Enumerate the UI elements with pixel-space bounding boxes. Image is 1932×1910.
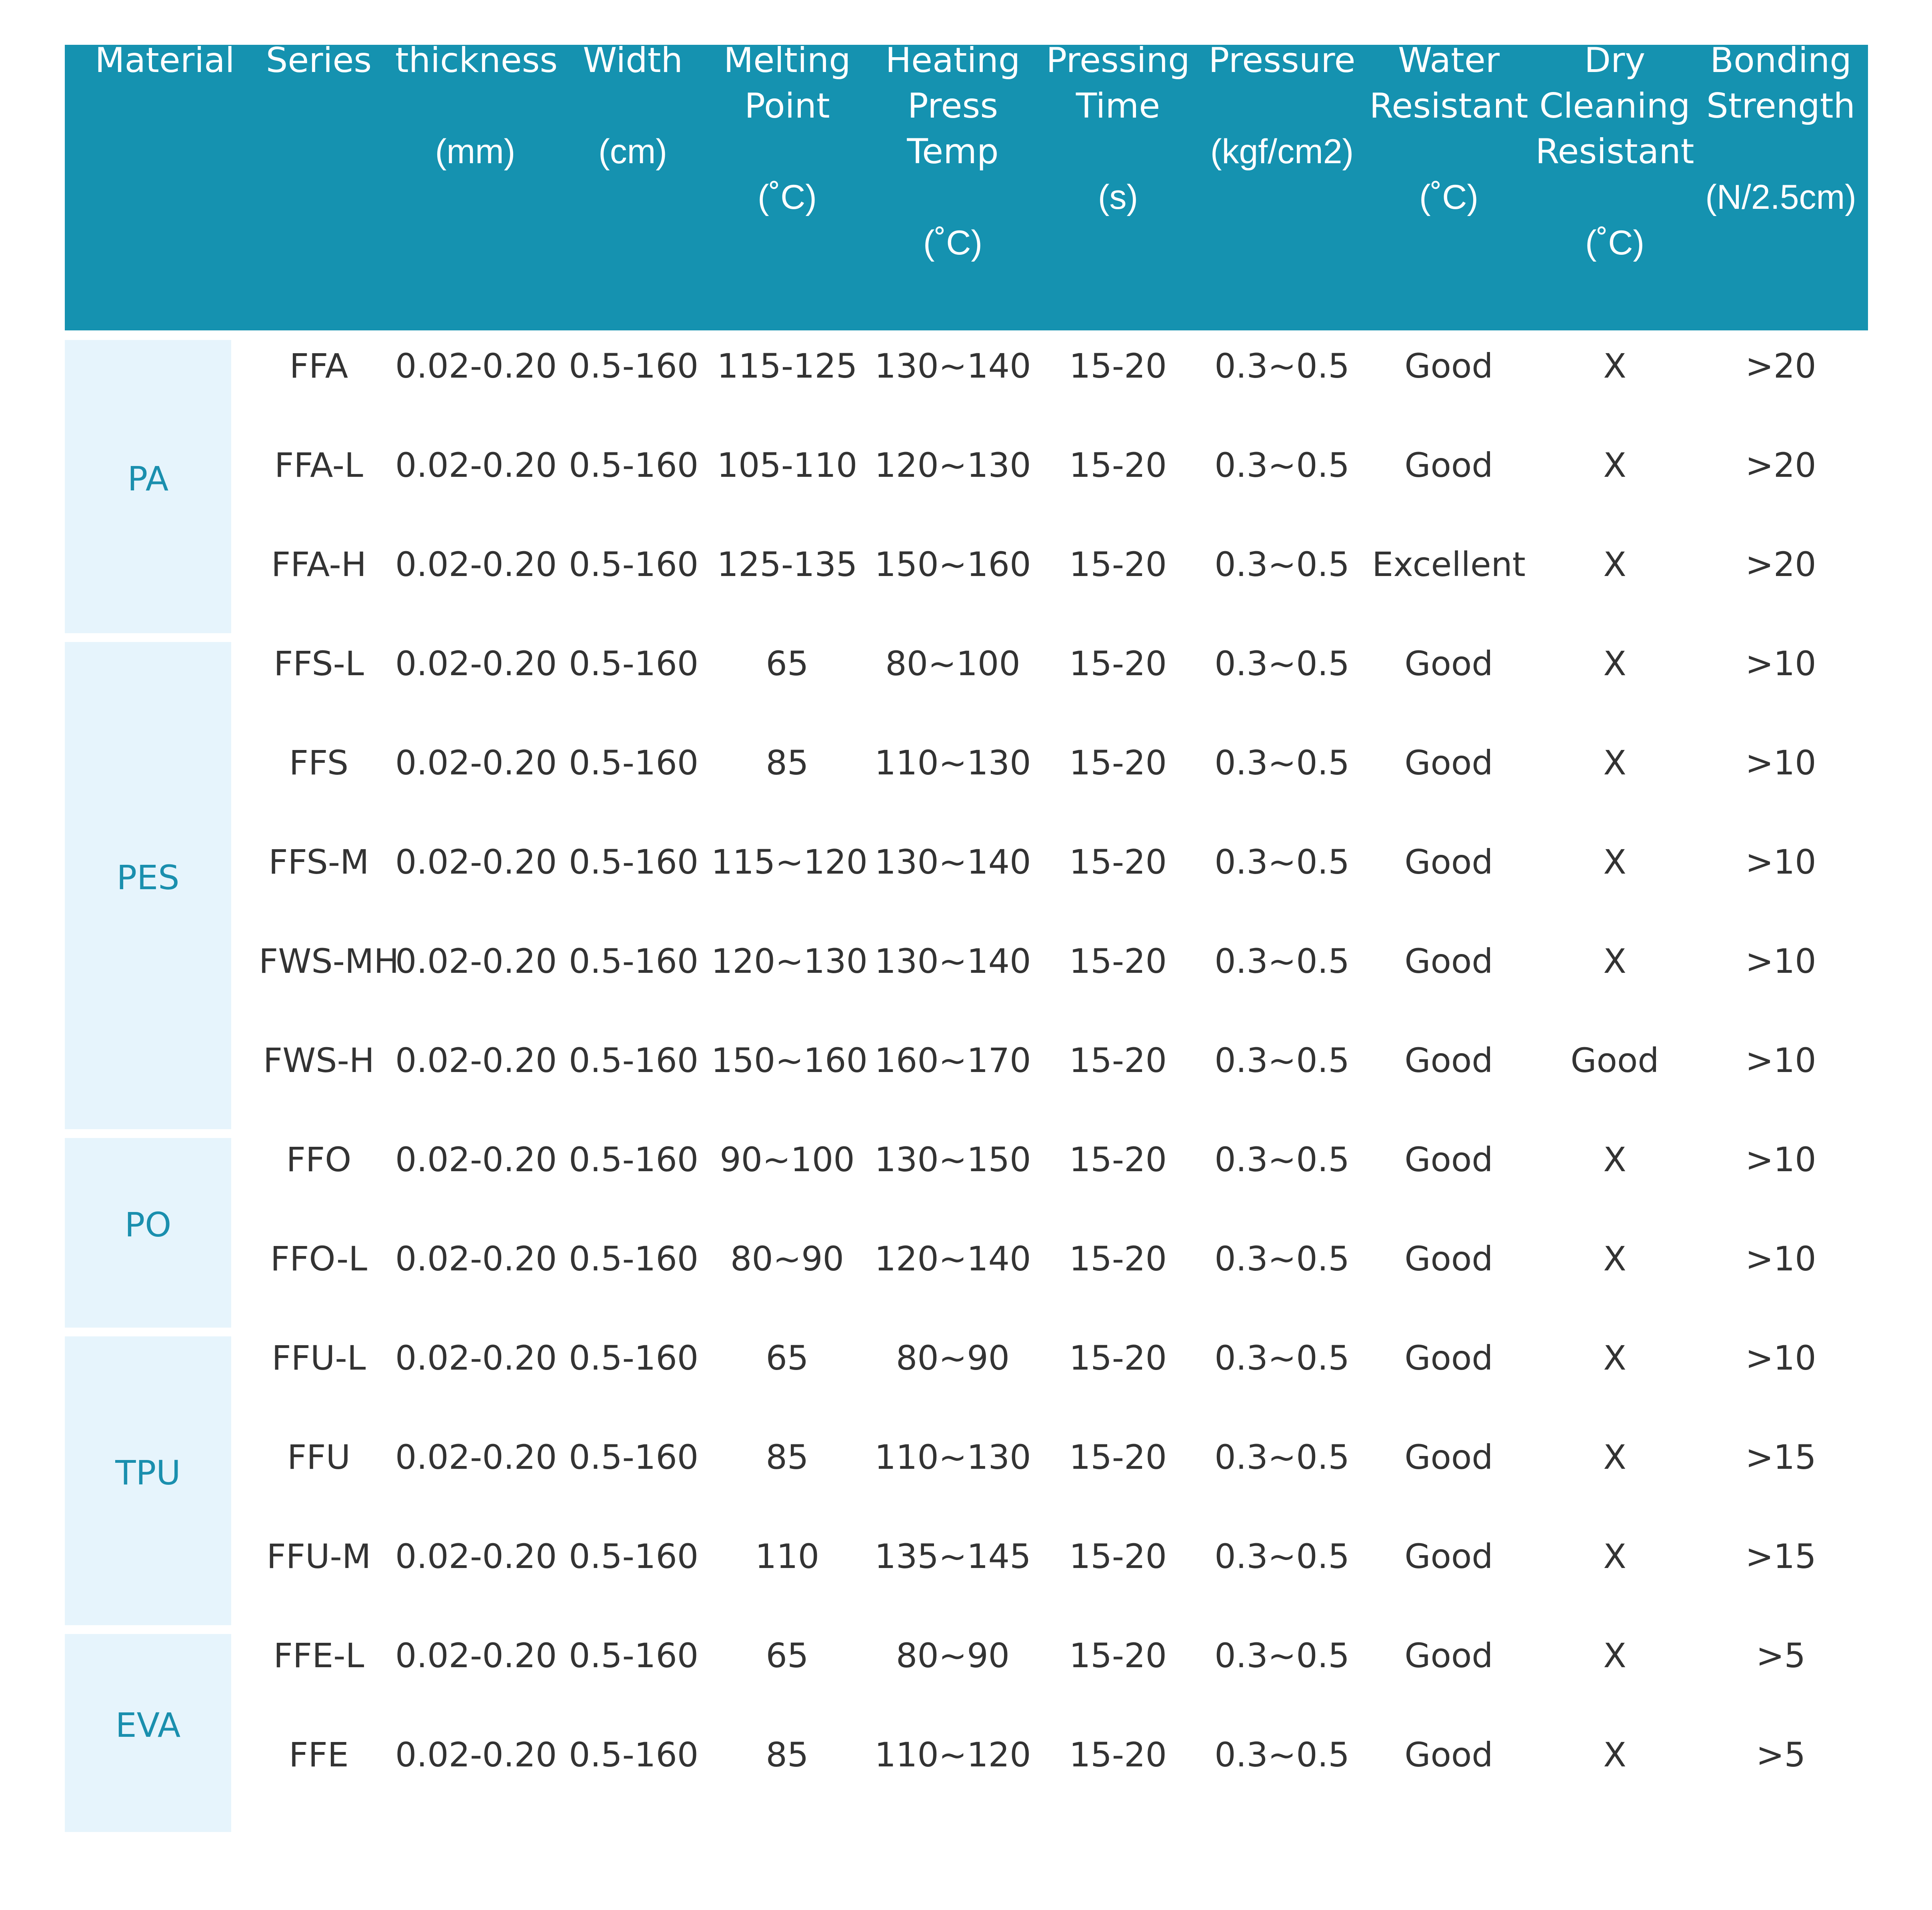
cell-width: 0.5-160 [569, 545, 699, 584]
header-line: Material [95, 40, 235, 80]
cell-dry-cleaning-resistant: X [1603, 1735, 1626, 1774]
header-line: Resistant [1535, 132, 1694, 172]
cell-bonding-strength: >10 [1745, 644, 1816, 683]
header-line: (N/2.5cm) [1705, 178, 1856, 216]
cell-pressure: 0.3~0.5 [1214, 842, 1350, 882]
cell-series: FFS-M [268, 842, 369, 882]
cell-heating-press-temp: 80~100 [885, 644, 1020, 683]
cell-dry-cleaning-resistant: X [1603, 545, 1626, 584]
header-line: (˚C) [1419, 178, 1479, 216]
header-line: Bonding [1710, 40, 1852, 80]
cell-melting-point: 150~160 [711, 1041, 868, 1080]
cell-melting-point: 80~90 [730, 1239, 844, 1278]
table-row [0, 1308, 1932, 1408]
cell-water-resistant: Good [1404, 1239, 1493, 1278]
cell-pressing-time: 15-20 [1069, 1537, 1167, 1576]
table-row [0, 1606, 1932, 1705]
cell-heating-press-temp: 150~160 [874, 545, 1031, 584]
cell-water-resistant: Good [1404, 1636, 1493, 1675]
cell-pressure: 0.3~0.5 [1214, 346, 1350, 386]
cell-melting-point: 65 [766, 644, 809, 683]
header-line: Point [744, 86, 830, 126]
cell-pressing-time: 15-20 [1069, 346, 1167, 386]
cell-width: 0.5-160 [569, 1041, 699, 1080]
cell-water-resistant: Good [1404, 942, 1493, 981]
table-row [0, 614, 1932, 713]
cell-pressing-time: 15-20 [1069, 1636, 1167, 1675]
header-line: Series [266, 40, 372, 80]
cell-width: 0.5-160 [569, 842, 699, 882]
cell-bonding-strength: >20 [1745, 346, 1816, 386]
cell-dry-cleaning-resistant: X [1603, 1338, 1626, 1378]
cell-dry-cleaning-resistant: X [1603, 346, 1626, 386]
cell-pressure: 0.3~0.5 [1214, 644, 1350, 683]
cell-pressure: 0.3~0.5 [1214, 1041, 1350, 1080]
header-width [569, 38, 697, 174]
cell-pressing-time: 15-20 [1069, 842, 1167, 882]
table-row [0, 812, 1932, 912]
header-line: Cleaning [1539, 86, 1690, 126]
header-water-resistant [1365, 38, 1533, 220]
header-line: (kgf/cm2) [1210, 132, 1354, 171]
header-line: Press [907, 86, 998, 126]
cell-thickness: 0.02-0.20 [395, 346, 557, 386]
cell-water-resistant: Good [1404, 1140, 1493, 1179]
cell-melting-point: 115~120 [711, 842, 868, 882]
cell-heating-press-temp: 130~140 [874, 942, 1031, 981]
cell-width: 0.5-160 [569, 1636, 699, 1675]
table-row [0, 316, 1932, 416]
material-label: PA [127, 459, 169, 498]
cell-thickness: 0.02-0.20 [395, 1338, 557, 1378]
cell-pressing-time: 15-20 [1069, 446, 1167, 485]
header-line [711, 129, 863, 174]
cell-water-resistant: Good [1404, 842, 1493, 882]
cell-heating-press-temp: 135~145 [874, 1537, 1031, 1576]
header-series [259, 38, 379, 83]
cell-series: FWS-MH [259, 942, 399, 981]
cell-width: 0.5-160 [569, 1438, 699, 1477]
header-line: (cm) [598, 132, 667, 171]
cell-melting-point: 85 [766, 1735, 809, 1774]
cell-melting-point: 85 [766, 743, 809, 782]
material-label: TPU [115, 1453, 181, 1492]
cell-pressure: 0.3~0.5 [1214, 1438, 1350, 1477]
cell-series: FFS [289, 743, 349, 782]
cell-series: FFA [289, 346, 348, 386]
cell-water-resistant: Good [1404, 644, 1493, 683]
cell-series: FFE-L [273, 1636, 364, 1675]
cell-thickness: 0.02-0.20 [395, 545, 557, 584]
header-line [1198, 83, 1366, 129]
header-heating-press-temp [873, 38, 1033, 266]
cell-bonding-strength: >10 [1745, 842, 1816, 882]
cell-heating-press-temp: 160~170 [874, 1041, 1031, 1080]
cell-series: FFS-L [274, 644, 364, 683]
cell-dry-cleaning-resistant: X [1603, 942, 1626, 981]
cell-series: FFE [289, 1735, 349, 1774]
cell-pressing-time: 15-20 [1069, 644, 1167, 683]
cell-width: 0.5-160 [569, 1140, 699, 1179]
cell-pressing-time: 15-20 [1069, 545, 1167, 584]
cell-pressure: 0.3~0.5 [1214, 1636, 1350, 1675]
cell-water-resistant: Good [1404, 1735, 1493, 1774]
cell-pressing-time: 15-20 [1069, 1140, 1167, 1179]
table-row [0, 1408, 1932, 1507]
cell-pressing-time: 15-20 [1069, 1735, 1167, 1774]
cell-water-resistant: Excellent [1372, 545, 1526, 584]
cell-width: 0.5-160 [569, 346, 699, 386]
cell-heating-press-temp: 80~90 [896, 1636, 1010, 1675]
header-line [873, 174, 1033, 220]
table-row [0, 1209, 1932, 1308]
cell-series: FFA-H [271, 545, 366, 584]
cell-thickness: 0.02-0.20 [395, 446, 557, 485]
cell-dry-cleaning-resistant: Good [1570, 1041, 1659, 1080]
cell-melting-point: 105-110 [717, 446, 858, 485]
cell-water-resistant: Good [1404, 346, 1493, 386]
cell-width: 0.5-160 [569, 1537, 699, 1576]
cell-melting-point: 120~130 [711, 942, 868, 981]
material-label: PO [124, 1205, 172, 1244]
cell-thickness: 0.02-0.20 [395, 942, 557, 981]
header-line: (˚C) [923, 224, 983, 262]
header-line [569, 83, 697, 129]
cell-thickness: 0.02-0.20 [395, 1041, 557, 1080]
header-line: Dry [1584, 40, 1646, 80]
header-melting-point [711, 38, 863, 220]
cell-dry-cleaning-resistant: X [1603, 1537, 1626, 1576]
table-row [0, 912, 1932, 1011]
cell-width: 0.5-160 [569, 1735, 699, 1774]
header-line [1365, 129, 1533, 174]
table-row [0, 713, 1932, 812]
cell-heating-press-temp: 130~150 [874, 1140, 1031, 1179]
header-line [1691, 129, 1871, 174]
cell-water-resistant: Good [1404, 1438, 1493, 1477]
cell-series: FFU [287, 1438, 351, 1477]
cell-melting-point: 115-125 [717, 346, 858, 386]
cell-dry-cleaning-resistant: X [1603, 1239, 1626, 1278]
cell-thickness: 0.02-0.20 [395, 842, 557, 882]
cell-thickness: 0.02-0.20 [395, 644, 557, 683]
cell-width: 0.5-160 [569, 1239, 699, 1278]
cell-dry-cleaning-resistant: X [1603, 1636, 1626, 1675]
cell-water-resistant: Good [1404, 1537, 1493, 1576]
cell-dry-cleaning-resistant: X [1603, 1140, 1626, 1179]
header-line: Pressure [1208, 40, 1356, 80]
header-line: thickness [395, 40, 558, 80]
cell-melting-point: 125-135 [717, 545, 858, 584]
cell-pressure: 0.3~0.5 [1214, 1338, 1350, 1378]
cell-heating-press-temp: 110~130 [874, 1438, 1031, 1477]
cell-melting-point: 90~100 [720, 1140, 855, 1179]
table-row [0, 515, 1932, 614]
cell-melting-point: 65 [766, 1338, 809, 1378]
cell-series: FFO-L [270, 1239, 368, 1278]
table-row [0, 1705, 1932, 1804]
cell-thickness: 0.02-0.20 [395, 1239, 557, 1278]
cell-heating-press-temp: 80~90 [896, 1338, 1010, 1378]
cell-series: FFU-L [272, 1338, 366, 1378]
cell-bonding-strength: >10 [1745, 1239, 1816, 1278]
header-material [85, 38, 245, 83]
material-label: PES [116, 858, 180, 897]
cell-melting-point: 65 [766, 1636, 809, 1675]
cell-dry-cleaning-resistant: X [1603, 1438, 1626, 1477]
cell-pressure: 0.3~0.5 [1214, 1735, 1350, 1774]
cell-series: FFO [286, 1140, 352, 1179]
cell-pressure: 0.3~0.5 [1214, 743, 1350, 782]
header-pressing-time [1042, 38, 1194, 220]
cell-bonding-strength: >10 [1745, 1041, 1816, 1080]
header-line: Heating [885, 40, 1020, 80]
cell-thickness: 0.02-0.20 [395, 1636, 557, 1675]
cell-melting-point: 110 [755, 1537, 820, 1576]
cell-series: FWS-H [263, 1041, 375, 1080]
cell-dry-cleaning-resistant: X [1603, 446, 1626, 485]
cell-bonding-strength: >20 [1745, 446, 1816, 485]
header-dry-cleaning-resistant [1531, 38, 1699, 266]
cell-heating-press-temp: 110~130 [874, 743, 1031, 782]
header-line: Water [1398, 40, 1500, 80]
header-pressure [1198, 38, 1366, 174]
cell-water-resistant: Good [1404, 1338, 1493, 1378]
cell-heating-press-temp: 130~140 [874, 842, 1031, 882]
header-line: Strength [1706, 86, 1855, 126]
cell-bonding-strength: >15 [1745, 1438, 1816, 1477]
header-line: (˚C) [757, 178, 817, 216]
cell-pressing-time: 15-20 [1069, 743, 1167, 782]
cell-thickness: 0.02-0.20 [395, 1537, 557, 1576]
header-line [395, 83, 555, 129]
cell-dry-cleaning-resistant: X [1603, 743, 1626, 782]
cell-thickness: 0.02-0.20 [395, 1438, 557, 1477]
header-line: Pressing [1046, 40, 1190, 80]
cell-melting-point: 85 [766, 1438, 809, 1477]
cell-series: FFA-L [274, 446, 363, 485]
cell-bonding-strength: >15 [1745, 1537, 1816, 1576]
cell-bonding-strength: >10 [1745, 743, 1816, 782]
cell-dry-cleaning-resistant: X [1603, 842, 1626, 882]
cell-dry-cleaning-resistant: X [1603, 644, 1626, 683]
cell-series: FFU-M [266, 1537, 371, 1576]
cell-water-resistant: Good [1404, 743, 1493, 782]
cell-bonding-strength: >5 [1756, 1735, 1806, 1774]
cell-thickness: 0.02-0.20 [395, 1140, 557, 1179]
cell-pressure: 0.3~0.5 [1214, 942, 1350, 981]
cell-bonding-strength: >10 [1745, 1338, 1816, 1378]
cell-bonding-strength: >20 [1745, 545, 1816, 584]
cell-bonding-strength: >5 [1756, 1636, 1806, 1675]
cell-width: 0.5-160 [569, 446, 699, 485]
cell-pressing-time: 15-20 [1069, 1438, 1167, 1477]
table-row [0, 1011, 1932, 1110]
cell-pressing-time: 15-20 [1069, 1041, 1167, 1080]
cell-pressure: 0.3~0.5 [1214, 446, 1350, 485]
cell-pressure: 0.3~0.5 [1214, 545, 1350, 584]
cell-bonding-strength: >10 [1745, 942, 1816, 981]
header-line: Time [1076, 86, 1160, 126]
header-line: Width [583, 40, 683, 80]
cell-pressing-time: 15-20 [1069, 1239, 1167, 1278]
header-line [1042, 129, 1194, 174]
cell-heating-press-temp: 110~120 [874, 1735, 1031, 1774]
header-line: (s) [1098, 178, 1138, 216]
cell-pressure: 0.3~0.5 [1214, 1537, 1350, 1576]
header-thickness [395, 38, 558, 174]
cell-heating-press-temp: 120~130 [874, 446, 1031, 485]
cell-thickness: 0.02-0.20 [395, 1735, 557, 1774]
header-line: Temp [907, 132, 999, 172]
cell-water-resistant: Good [1404, 1041, 1493, 1080]
cell-pressure: 0.3~0.5 [1214, 1239, 1350, 1278]
table-row [0, 1507, 1932, 1606]
cell-heating-press-temp: 120~140 [874, 1239, 1031, 1278]
cell-width: 0.5-160 [569, 644, 699, 683]
cell-water-resistant: Good [1404, 446, 1493, 485]
header-bonding-strength [1691, 38, 1871, 220]
cell-width: 0.5-160 [569, 1338, 699, 1378]
cell-bonding-strength: >10 [1745, 1140, 1816, 1179]
cell-thickness: 0.02-0.20 [395, 743, 557, 782]
header-line: (˚C) [1585, 224, 1645, 262]
cell-heating-press-temp: 130~140 [874, 346, 1031, 386]
header-line: (mm) [435, 132, 516, 171]
header-line: Melting [724, 40, 851, 80]
cell-pressing-time: 15-20 [1069, 1338, 1167, 1378]
cell-width: 0.5-160 [569, 942, 699, 981]
header-line: Resistant [1369, 86, 1528, 126]
material-label: EVA [115, 1705, 181, 1745]
cell-width: 0.5-160 [569, 743, 699, 782]
header-line [1531, 174, 1699, 220]
cell-pressure: 0.3~0.5 [1214, 1140, 1350, 1179]
table-row [0, 416, 1932, 515]
cell-pressing-time: 15-20 [1069, 942, 1167, 981]
table-row [0, 1110, 1932, 1209]
